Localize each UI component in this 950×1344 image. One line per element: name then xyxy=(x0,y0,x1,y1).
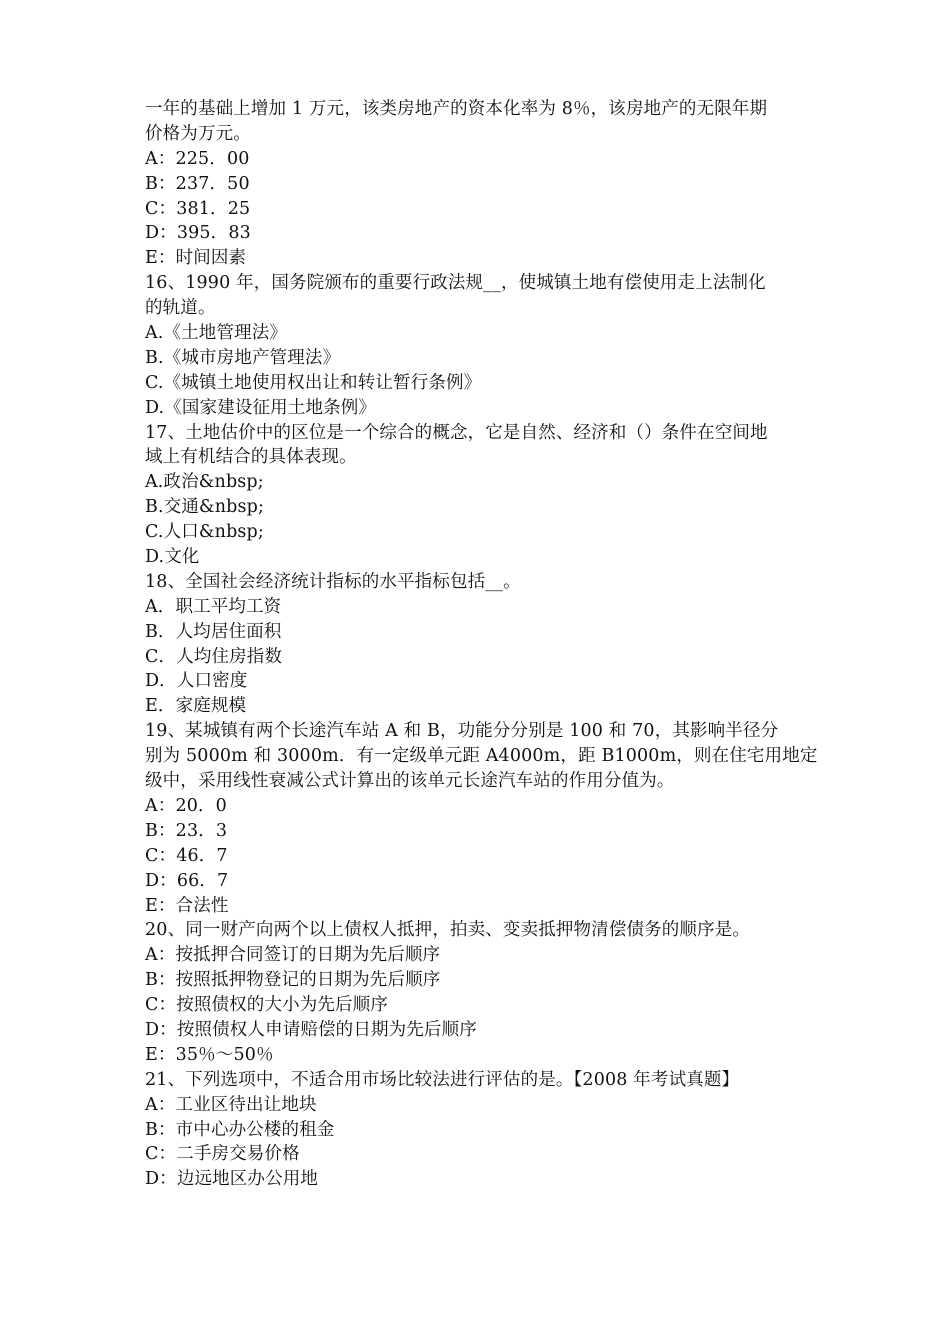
question-16-option-d: D.《国家建设征用土地条例》 xyxy=(145,397,377,418)
question-20-option-e: E：35％～50％ xyxy=(145,1044,274,1065)
question-18-option-e: E．家庭规模 xyxy=(145,696,247,717)
question-19-text-line-1: 19、某城镇有两个长途汽车站 A 和 B，功能分分别是 100 和 70，其影响半径分 xyxy=(145,721,779,742)
question-17-text-line-2: 域上有机结合的具体表现。 xyxy=(145,447,357,468)
question-21-option-d: D：边远地区办公用地 xyxy=(145,1169,319,1190)
question-21-option-b: B：市中心办公楼的租金 xyxy=(145,1119,335,1140)
question-21-option-c: C：二手房交易价格 xyxy=(145,1144,300,1165)
question-16-text-line-1: 16、1990 年，国务院颁布的重要行政法规__，使城镇土地有偿使用走上法制化 xyxy=(145,273,766,294)
question-19-text-line-2: 别为 5000m 和 3000m．有一定级单元距 A4000m，距 B1000m，则在住宅用地定 xyxy=(145,746,818,767)
question-21-text: 21、下列选项中，不适合用市场比较法进行评估的是。【2008 年考试真题】 xyxy=(145,1069,740,1090)
question-20-text: 20、同一财产向两个以上债权人抵押，拍卖、变卖抵押物清偿债务的顺序是。 xyxy=(145,920,751,941)
question-15-option-a: A：225．00 xyxy=(145,148,250,169)
document-body xyxy=(145,97,825,1192)
question-16-option-b: B.《城市房地产管理法》 xyxy=(145,347,341,368)
question-18-option-a: A．职工平均工资 xyxy=(145,596,282,617)
question-16-option-c: C.《城镇土地使用权出让和转让暂行条例》 xyxy=(145,372,482,393)
question-16-text-line-2: 的轨道。 xyxy=(145,298,216,319)
question-15-text-line-2: 价格为万元。 xyxy=(145,123,251,144)
question-15-option-e: E：时间因素 xyxy=(145,248,247,269)
question-19-text-line-3: 级中，采用线性衰减公式计算出的该单元长途汽车站的作用分值为。 xyxy=(145,771,675,792)
question-17-option-d: D.文化 xyxy=(145,547,200,568)
question-18-text: 18、全国社会经济统计指标的水平指标包括__。 xyxy=(145,571,521,592)
question-19-option-a: A：20．0 xyxy=(145,795,227,816)
question-20-option-c: C：按照债权的大小为先后顺序 xyxy=(145,995,388,1016)
question-16-option-a: A.《土地管理法》 xyxy=(145,323,288,344)
question-18-option-d: D．人口密度 xyxy=(145,671,248,692)
question-19-option-d: D：66．7 xyxy=(145,870,229,891)
question-20-option-d: D：按照债权人申请赔偿的日期为先后顺序 xyxy=(145,1019,477,1040)
question-15-text-line-1: 一年的基础上增加 1 万元，该类房地产的资本化率为 8％，该房地产的无限年期 xyxy=(145,99,768,119)
question-15-option-c: C：381．25 xyxy=(145,198,251,219)
question-20-option-a: A：按抵押合同签订的日期为先后顺序 xyxy=(145,945,441,966)
question-21-option-a: A：工业区待出让地块 xyxy=(145,1094,317,1115)
question-18-option-b: B．人均居住面积 xyxy=(145,621,282,642)
question-17-option-a: A.政治&nbsp; xyxy=(145,472,264,493)
question-15-option-d: D：395．83 xyxy=(145,223,251,244)
question-20-option-b: B：按照抵押物登记的日期为先后顺序 xyxy=(145,970,441,991)
question-19-option-b: B：23．3 xyxy=(145,820,228,841)
question-17-option-b: B.交通&nbsp; xyxy=(145,497,265,518)
question-17-text-line-1: 17、土地估价中的区位是一个综合的概念，它是自然、经济和（）条件在空间地 xyxy=(145,422,768,443)
question-15-option-b: B：237．50 xyxy=(145,173,250,194)
question-19-option-e: E：合法性 xyxy=(145,895,229,916)
question-19-option-c: C：46．7 xyxy=(145,845,228,866)
question-18-option-c: C．人均住房指数 xyxy=(145,646,283,667)
question-17-option-c: C.人口&nbsp; xyxy=(145,522,264,543)
